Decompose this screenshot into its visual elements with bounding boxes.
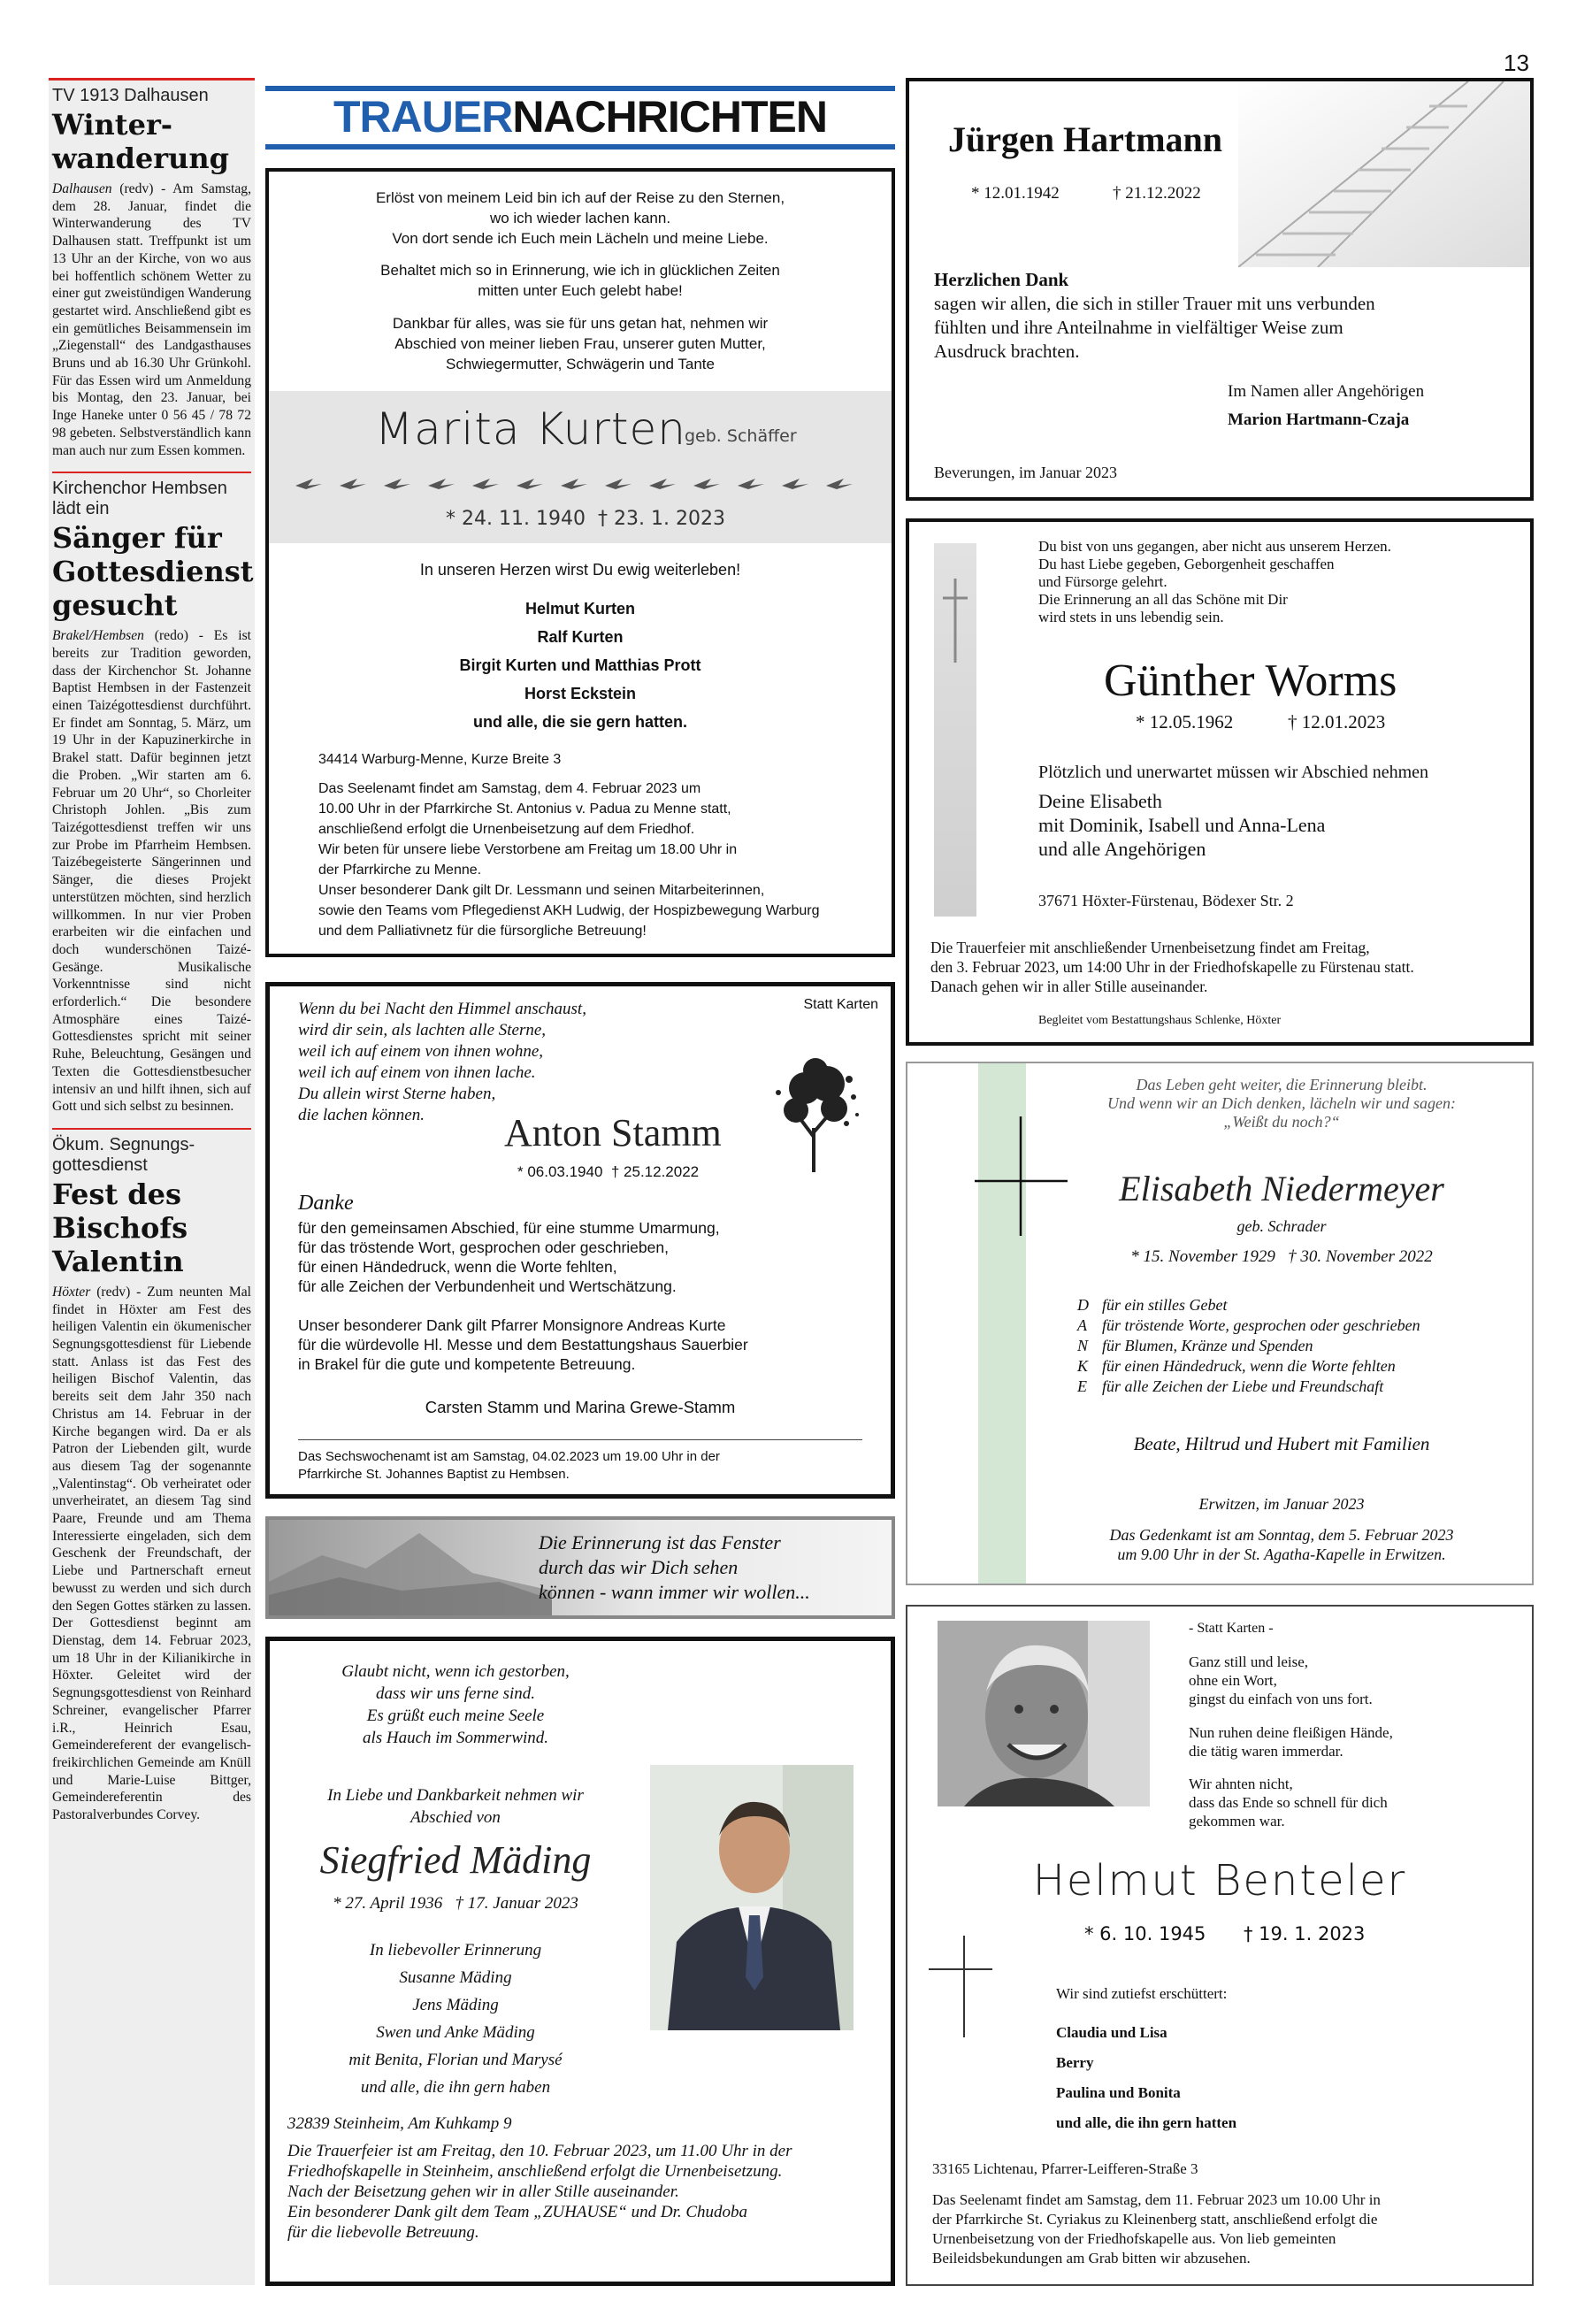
dates: * 06.03.1940 † 25.12.2022 [517,1163,700,1180]
birth-date: * 12.01.1942 [971,184,1060,203]
signature-intro: Im Namen aller Angehörigen [1228,382,1425,401]
intro: In Liebe und Dankbarkeit nehmen wir Abschied von [327,1786,584,1827]
mourner: Horst Eckstein [524,685,637,702]
mourner: Ralf Kurten [537,628,624,646]
banner-quote: Die Erinnerung ist das Fenster durch das wir Dich sehen können - wann immer wir wollen... [539,1531,810,1603]
service-info: Die Trauerfeier mit anschließender Urnenbeisetzung findet am Freitag, den 3. Februar 2023, um 14:00 Uhr in der Friedhofskapelle zu Fürstenau statt. Danach gehen wir in aller Stille auseinander. [930,939,1414,995]
portrait-photo [650,1765,854,2030]
statt-karten: - Statt Karten - [1189,1621,1274,1636]
birds-ornament [295,475,870,495]
deceased-name: Elisabeth Niedermeyer [1119,1169,1444,1208]
article-kicker: Ökum. Segnungs- gottesdienst [52,1134,195,1175]
acrostic-row [1077,1315,1420,1336]
address: 34414 Warburg-Menne, Kurze Breite 3 [318,752,562,767]
acrostic-letter: E [1077,1377,1087,1395]
article-headline: Sänger für Gottesdienst gesucht [52,521,254,623]
service-info: Die Trauerfeier ist am Freitag, den 10. Februar 2023, um 11.00 Uhr in der Friedhofskapelle in Steinheim, anschließend erfolgt die Urnenbeisetzung. Nach der Beisetzung gehen wir in aller Stille auseinander. Ein besonderer Dank gilt dem Team „ZUHAUSE“ und Dr. Chudoba für die liebevolle Betreuung. [287,2142,792,2242]
mourner: Berry [1056,2054,1094,2071]
thanks-heading: Danke [298,1192,354,1215]
article-headline: Winter- wanderung [52,108,230,175]
acrostic-text: für tröstende Worte, gesprochen oder geschrieben [1102,1316,1420,1334]
dates: * 27. April 1936 † 17. Januar 2023 [333,1894,578,1913]
acrostic-row [1077,1295,1420,1315]
railway-illustration [1238,81,1530,267]
deceased-name: Jürgen Hartmann [948,119,1222,159]
thanks-heading: Herzlichen Dank [934,269,1069,290]
divider [52,472,251,473]
page-number: 13 [1504,50,1529,76]
thanks-text: sagen wir allen, die sich in stiller Trauer mit uns verbunden fühlten und ihre Anteilnahme in vielfältiger Weise zum Ausdruck brachten. [934,293,1375,362]
name-band [269,391,892,543]
thanks-acrostic [1077,1295,1420,1397]
article-headline: Fest des Bischofs Valentin [52,1177,188,1278]
family: In liebevoller Erinnerung Susanne Mäding Jens Mäding Swen und Anke Mäding mit Benita, Florian und Marysé und alle, die ihn gern haben [348,1941,563,2097]
poem: Glaubt nicht, wenn ich gestorben, dass wir uns ferne sind. Es grüßt euch meine Seele als Hauch im Sommerwind. [341,1662,570,1747]
poem: Dankbar für alles, was sie für uns getan hat, nehmen wir Abschied von meiner lieben Frau, unserer guten Mutter, Schwiegermutter, Schwägerin und Tante [392,315,769,372]
obituary-benteler [906,1605,1534,2286]
undertaker: Begleitet vom Bestattungshaus Schlenke, Höxter [1038,1014,1282,1027]
death-date: † 23. 1. 2023 [598,508,725,530]
obituary-niedermeyer [906,1062,1534,1585]
memorial-banner [265,1516,895,1619]
tree-illustration [765,1048,862,1172]
obituary-stamm [265,982,895,1499]
article-kicker: TV 1913 Dalhausen [52,86,209,105]
death-date: † 19. 1. 2023 [1244,1923,1366,1944]
article-kicker: Kirchenchor Hembsen lädt ein [52,479,227,519]
birth-date: * 24. 11. 1940 [446,508,586,530]
family: Deine Elisabeth mit Dominik, Isabell und Anna-Lena und alle Angehörigen [1038,790,1326,860]
death-date: † 21.12.2022 [1113,184,1201,203]
address: 32839 Steinheim, Am Kuhkamp 9 [287,2114,512,2133]
obituary-kurten [265,168,895,957]
poem: Nun ruhen deine fleißigen Hände, die tätig waren immerdar. [1189,1724,1393,1760]
shock-line: Wir sind zutiefst erschüttert: [1056,1985,1228,2002]
news-column [49,78,255,2285]
deceased-name: Marita Kurten [375,403,686,455]
deceased-name: Siegfried Mäding [319,1838,592,1882]
poem: Du bist von uns gegangen, aber nicht aus unserem Herzen. Du hast Liebe gegeben, Geborgenheit geschaffen und Fürsorge gelehrt. Die Erinnerung an all das Schöne mit Dir wird stets in uns lebendig sein. [1038,538,1391,625]
death-date: † 12.01.2023 [1288,711,1386,732]
mourner: und alle, die ihn gern hatten [1056,2114,1237,2131]
place-date: Erwitzen, im Januar 2023 [1198,1495,1365,1513]
family: Beate, Hiltrud und Hubert mit Familien [1133,1433,1430,1454]
person-silhouette [650,1765,854,2030]
acrostic-text: für ein stilles Gebet [1102,1296,1228,1314]
acrostic-text: für einen Händedruck, wenn die Worte fehlten [1102,1357,1396,1375]
portrait-photo [938,1621,1150,1806]
article-body: Dalhausen (redv) - Am Samstag, dem 28. Januar, findet die Winterwanderung des TV Dalhausen statt. Treffpunkt ist um 13 Uhr an der Kirche, von wo aus bei hoffentlich schönem Wetter zu einer gut zweistündigen Wanderung gestartet wird. Anschließend gibt es ein gemütliches Beisammensein im „Ziegenstall“ des Landgasthauses Bruns und ab 16.30 Uhr Grünkohl. Für das Essen wird um Anmeldung bis Montag, den 23. Januar, bei Inge Haneke unter 0 56 45 / 78 72 98 gebeten. Selbstverständlich kann man auch nur zum Essen kommen. [52,181,251,458]
acrostic-text: für alle Zeichen der Liebe und Freundschaft [1102,1377,1384,1395]
acrostic-row [1077,1377,1420,1397]
deceased-name: Helmut Benteler [1032,1856,1407,1906]
acrostic-row [1077,1336,1420,1356]
section-header [265,86,895,150]
statt-karten: Statt Karten [803,997,878,1012]
service-info: Das Seelenamt findet am Samstag, dem 11. Februar 2023 um 10.00 Uhr in der Pfarrkirche St. Cyriakus zu Kleinenberg statt, anschließend erfolgt die Urnenbeisetzung von der Friedhofskapelle aus. Von lieb gemeinten Beileidsbekundungen am Grab bitten wir abzusehen. [932,2191,1381,2266]
mourner: Paulina und Bonita [1056,2084,1181,2101]
divider [52,1128,251,1130]
place-date: Beverungen, im Januar 2023 [934,464,1117,481]
signature: Marion Hartmann-Czaja [1228,410,1410,429]
cross-icon [934,543,976,667]
article-body: Brakel/Hembsen (redo) - Es ist bereits zur Tradition geworden, dass der Kirchenchor St. Johanne Baptist Hembsen in der Fastenzeit einen Taizégottesdienst durchführt. Er findet am Sonntag, 5. März, um 19 Uhr in der Kapuzinerkirche in Brakel statt. Dafür beginnen jetzt die Proben. „Wir starten am 6. Februar um 20 Uhr“, so Chorleiter Christoph Johlen. „Bis zum Taizégottesdienst treffen wir uns zur Probe im Pfarrheim Hembsen. Taizébegeisterte Sängerinnen und Sänger, die dieses Projekt unterstützen möchten, sind herzlich willkommen. In nur vier Proben erarbeiten wir die einfachen und doch wunderschönen Taizé-Gesänge. Musikalische Vorkenntnisse sind nicht erforderlich.“ Die besondere Atmosphäre eines Taizé-Gottesdienstes spricht mit seiner Ruhe, Beleuchtung, Gesängen und Texten die Gottesdienstbesucher intensiv an und hilft ihnen, sich auf Gott und sich selbst zu besinnen. [52,628,251,1115]
acrostic-letter: N [1077,1337,1089,1354]
family: Carsten Stamm und Marina Grewe-Stamm [425,1398,736,1416]
deceased-name: Günther Worms [1104,656,1397,706]
maiden-name: geb. Schäffer [685,426,797,446]
article-body: Höxter (redv) - Zum neunten Mal findet in Höxter am Fest des heiligen Valentin ein ökumenischer Segnungsgottesdienst für Liebende statt. Anlass ist das Fest des heiligen Bischof Valentin, das bereits seit dem Jahr 350 nach Christus am 14. Februar in der Kirche begangen wird. Da er als Patron der Liebenden gilt, wurde aus diesem Tag der sogenannte „Valentinstag“. Ob verheiratet oder unverheiratet, an diesem Tag sind Paare, Freunde und am Thema Interessierte eingeladen, sich dem Geschenk der Freundschaft, der Liebe und Partnerschaft erneut bewusst zu werden und sich durch den Segen Gottes stärken zu lassen. Der Gottesdienst beginnt am Dienstag, dem 14. Februar 2023, um 18 Uhr in der Kilianikirche in Höxter. Geleitet wird der Segnungsgottesdienst von Reinhard Schreiner, evangelischer Pfarrer i.R., Heinrich Esau, Gemeindereferent der evangelisch-freikirchlichen Gemeinde am Knüll und Marie-Luise Bittger, Gemeindereferentin des Pastoralverbundes Corvey. [52,1284,251,1823]
acrostic-letter: K [1077,1357,1089,1375]
mourner: Claudia und Lisa [1056,2024,1167,2041]
mountain-illustration [269,1520,552,1617]
poem: Wenn du bei Nacht den Himmel anschaust, wird dir sein, als lachten alle Sterne, weil ich auf einem von ihnen wohne, weil ich auf einem von ihnen lache. Du allein wirst Sterne haben, die lachen können. [298,1000,586,1124]
cross-panel [934,543,976,917]
section-title: TRAUERNACHRICHTEN [333,92,827,142]
acrostic-text: für Blumen, Kränze und Spenden [1102,1337,1313,1354]
dates: * 15. November 1929 † 30. November 2022 [1130,1247,1433,1266]
obituary-maeding [265,1637,895,2286]
poem: Das Leben geht weiter, die Erinnerung bleibt. Und wenn wir an Dich denken, lächeln wir und sagen: „Weißt du noch?“ [1107,1076,1456,1131]
poem: Ganz still und leise, ohne ein Wort, gingst du einfach von uns fort. [1189,1653,1373,1707]
divider [298,1439,862,1440]
service-info: Das Gedenkamt ist am Sonntag, dem 5. Februar 2023 um 9.00 Uhr in der St. Agatha-Kapelle in Erwitzen. [1109,1526,1454,1563]
obituary-hartmann [906,78,1534,501]
acrostic-row [1077,1356,1420,1377]
thanks-text: Unser besonderer Dank gilt Pfarrer Monsignore Andreas Kurte für die würdevolle Hl. Messe und dem Bestattungshaus Sauerbier in Brakel für die gute und kompetente Betreuung. [298,1316,748,1373]
poem: Wir ahnten nicht, dass das Ende so schnell für dich gekommen war. [1189,1776,1388,1829]
maiden-name: geb. Schrader [1236,1217,1327,1235]
acrostic-letter: D [1077,1296,1089,1314]
thanks-text: für den gemeinsamen Abschied, für eine stumme Umarmung, für das tröstende Wort, gesprochen oder geschrieben, für einen Händedruck, wenn die Worte fehlten, für alle Zeichen der Verbundenheit und Wertschätzung. [298,1219,720,1295]
address: 37671 Höxter-Fürstenau, Bödexer Str. 2 [1038,892,1294,909]
address: 33165 Lichtenau, Pfarrer-Leifferen-Straße 3 [932,2160,1198,2177]
announcement: Plötzlich und unerwartet müssen wir Abschied nehmen [1038,763,1429,782]
birth-date: * 6. 10. 1945 [1084,1923,1206,1944]
obituary-worms [906,518,1534,1046]
mourner: Helmut Kurten [524,600,635,617]
birth-date: * 12.05.1962 [1136,711,1234,732]
service-info: Das Seelenamt findet am Samstag, dem 4. Februar 2023 um 10.00 Uhr in der Pfarrkirche St. Antonius v. Padua zu Menne statt, anschließend erfolgt die Urnenbeisetzung auf dem Friedhof. Wir beten für unsere liebe Verstorbene am Freitag um 18.00 Uhr in der Pfarrkirche zu Menne. Unser besonderer Dank gilt Dr. Lessmann und seinen Mitarbeiterinnen, sowie den Teams vom Pflegedienst AKH Ludwig, der Hospizbewegung Warburg und dem Palliativnetz für die fürsorgliche Betreuung! [318,781,820,939]
service-info: Das Sechswochenamt ist am Samstag, 04.02.2023 um 19.00 Uhr in der Pfarrkirche St. Johannes Baptist zu Hembsen. [298,1449,720,1482]
poem: Erlöst von meinem Leid bin ich auf der Reise zu den Sternen, wo ich wieder lachen kann. Von dort sende ich Euch mein Lächeln und meine Liebe. [375,189,785,247]
deceased-name: Anton Stamm [504,1111,722,1154]
acrostic-letter: A [1077,1316,1087,1334]
poem: Behaltet mich so in Erinnerung, wie ich in glücklichen Zeiten mitten unter Euch gelebt habe! [380,262,780,299]
motto: In unseren Herzen wirst Du ewig weiterleben! [419,561,741,579]
cross-icon [929,1936,999,2042]
mourner: Birgit Kurten und Matthias Prott [459,656,701,674]
person-portrait [938,1621,1150,1806]
mourner: und alle, die sie gern hatten. [472,713,688,731]
